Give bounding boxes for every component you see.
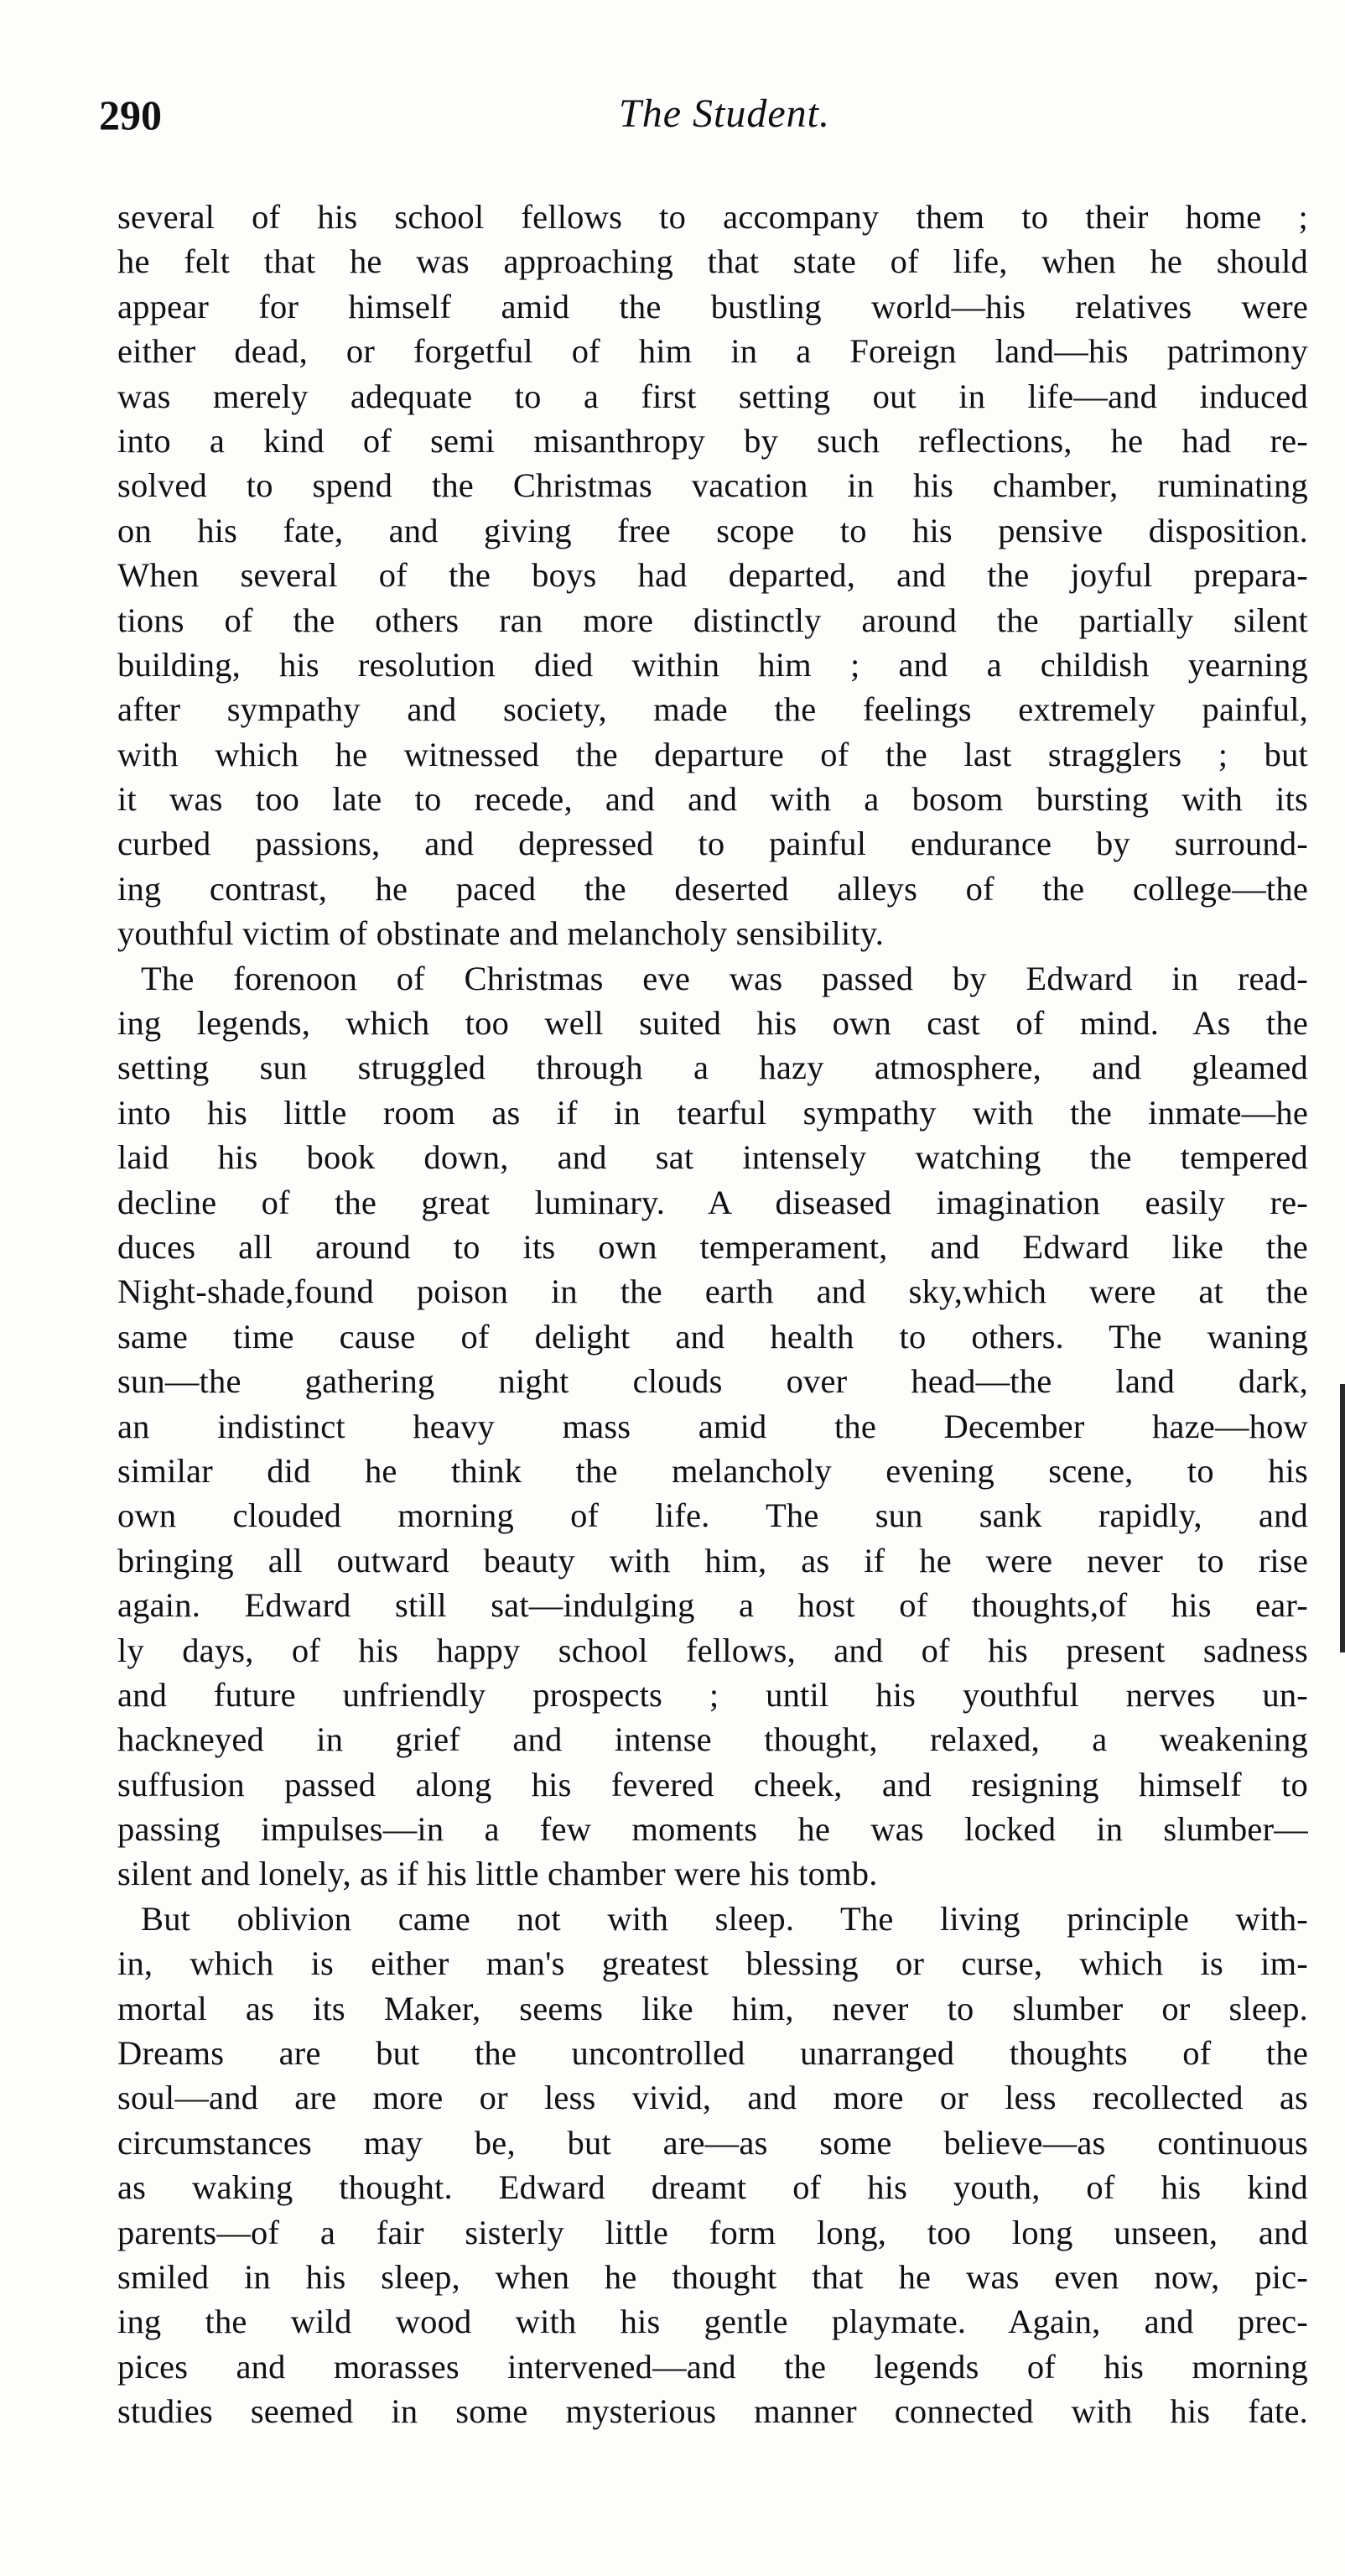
- text-line: bringing all outward beauty with him, as if he were never to rise: [117, 1541, 1308, 1579]
- text-line: ing the wild wood with his gentle playmate. Again, and prec-: [117, 2303, 1308, 2341]
- text-line: was merely adequate to a first setting out in life—and induced: [117, 377, 1308, 415]
- text-line: sun—the gathering night clouds over head—the land dark,: [117, 1362, 1308, 1401]
- text-line: The forenoon of Christmas eve was passed by Edward in read-: [141, 959, 1308, 997]
- text-line: building, his resolution died within him ; and a childish yearning: [117, 645, 1308, 684]
- text-line: passing impulses—in a few moments he was locked in slumber—: [117, 1810, 1308, 1849]
- text-line: ly days, of his happy school fellows, and of his present sadness: [117, 1631, 1308, 1669]
- text-line: similar did he think the melancholy evening scene, to his: [117, 1451, 1308, 1490]
- text-line: decline of the great luminary. A diseased imagination easily re-: [117, 1183, 1308, 1221]
- text-line: youthful victim of obstinate and melancholy sensibility.: [117, 914, 885, 953]
- text-line: But oblivion came not with sleep. The living principle with-: [141, 1899, 1308, 1938]
- text-line: again. Edward still sat—indulging a host of thoughts,of his ear-: [117, 1586, 1308, 1625]
- text-line: into his little room as if in tearful sympathy with the inmate—he: [117, 1093, 1308, 1132]
- text-line: pices and morasses intervened—and the legends of his morning: [117, 2347, 1308, 2386]
- text-line: soul—and are more or less vivid, and more or less recollected as: [117, 2079, 1308, 2117]
- text-line: ing legends, which too well suited his own cast of mind. As the: [117, 1004, 1308, 1043]
- text-line: duces all around to its own temperament, and Edward like the: [117, 1227, 1308, 1266]
- text-line: in, which is either man's greatest blessing or curse, which is im-: [117, 1944, 1308, 1983]
- text-line: circumstances may be, but are—as some believe—as continuous: [117, 2123, 1308, 2162]
- text-line: When several of the boys had departed, and the joyful prepara-: [117, 556, 1308, 595]
- text-line: into a kind of semi misanthropy by such reflections, he had re-: [117, 421, 1308, 460]
- text-line: after sympathy and society, made the feelings extremely painful,: [117, 690, 1308, 729]
- text-line: he felt that he was approaching that state of life, when he should: [117, 242, 1308, 281]
- text-line: on his fate, and giving free scope to his pensive disposition.: [117, 511, 1308, 549]
- text-line: own clouded morning of life. The sun sank rapidly, and: [117, 1496, 1308, 1535]
- text-line: suffusion passed along his fevered cheek, and resigning himself to: [117, 1765, 1308, 1803]
- text-line: an indistinct heavy mass amid the December haze—how: [117, 1407, 1308, 1445]
- text-line: hackneyed in grief and intense thought, relaxed, a weakening: [117, 1720, 1308, 1759]
- text-line: several of his school fellows to accompany them to their home ;: [117, 198, 1308, 236]
- text-line: smiled in his sleep, when he thought that he was even now, pic-: [117, 2257, 1308, 2296]
- text-line: with which he witnessed the departure of the last stragglers ; but: [117, 735, 1308, 773]
- text-line: ing contrast, he paced the deserted alleys of the college—the: [117, 869, 1308, 908]
- text-line: studies seemed in some mysterious manner connected with his fate.: [117, 2392, 1308, 2431]
- text-line: tions of the others ran more distinctly around the partially silent: [117, 601, 1308, 639]
- text-line: it was too late to recede, and and with a bosom bursting with its: [117, 780, 1308, 819]
- text-line: solved to spend the Christmas vacation in his chamber, ruminating: [117, 466, 1308, 505]
- text-line: silent and lonely, as if his little chamber were his tomb.: [117, 1855, 878, 1893]
- text-line: Dreams are but the uncontrolled unarranged thoughts of the: [117, 2034, 1308, 2073]
- running-title: The Student.: [619, 91, 830, 136]
- text-line: Night-shade,found poison in the earth and sky,which were at the: [117, 1272, 1308, 1311]
- text-line: as waking thought. Edward dreamt of his youth, of his kind: [117, 2168, 1308, 2207]
- body-text: [117, 195, 1308, 2434]
- text-line: curbed passions, and depressed to painful endurance by surround-: [117, 825, 1308, 863]
- text-line: parents—of a fair sisterly little form long, too long unseen, and: [117, 2213, 1308, 2251]
- text-line: either dead, or forgetful of him in a Foreign land—his patrimony: [117, 332, 1308, 371]
- running-head: [99, 91, 1273, 149]
- text-line: same time cause of delight and health to others. The waning: [117, 1317, 1308, 1356]
- text-line: setting sun struggled through a hazy atmosphere, and gleamed: [117, 1049, 1308, 1087]
- text-line: and future unfriendly prospects ; until his youthful nerves un-: [117, 1675, 1308, 1714]
- text-line: laid his book down, and sat intensely watching the tempered: [117, 1138, 1308, 1177]
- page-number: 290: [99, 91, 162, 138]
- text-line: appear for himself amid the bustling world—his relatives were: [117, 287, 1308, 325]
- page-edge-shadow: [1340, 1384, 1345, 1652]
- text-line: mortal as its Maker, seems like him, never to slumber or sleep.: [117, 1989, 1308, 2027]
